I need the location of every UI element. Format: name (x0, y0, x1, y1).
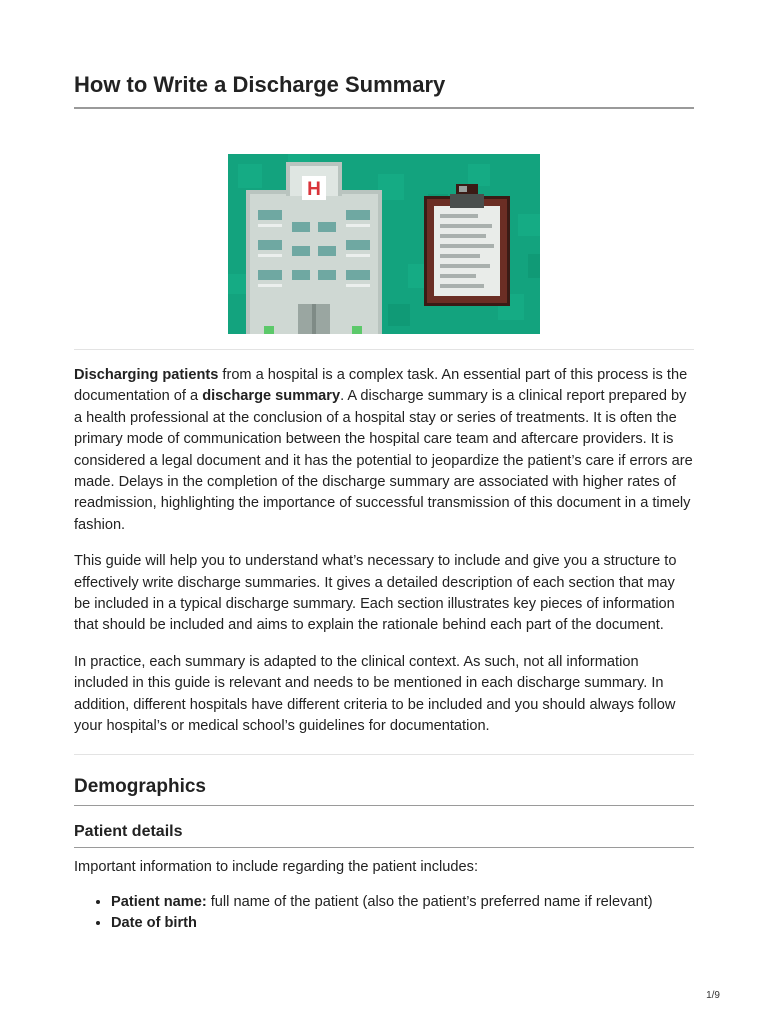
bold-discharging-patients: Discharging patients (74, 367, 219, 383)
section-divider (74, 754, 694, 755)
list-item-label: Date of birth (111, 915, 197, 932)
hero-image-container (74, 154, 694, 350)
list-item (111, 913, 694, 934)
hospital-sign: H (307, 179, 321, 200)
intro-paragraph-1 (74, 365, 694, 536)
hospital-illustration (228, 154, 540, 334)
page-title: How to Write a Discharge Summary (74, 72, 694, 109)
clipboard-icon (424, 184, 510, 306)
subsection-heading: Patient details (74, 821, 694, 848)
patient-details-list (74, 892, 694, 935)
page-number: 1/9 (706, 990, 720, 1001)
subsection-lead: Important information to include regarding the patient includes: (74, 858, 479, 875)
list-item-text: full name of the patient (also the patient’s preferred name if relevant) (206, 893, 653, 910)
intro-text-1: from a hospital is a complex task. An essential part of this process is the documentation of a (74, 367, 688, 405)
intro-paragraph-2: This guide will help you to understand what’s necessary to include and give you a structure to effectively write discharge summaries. It gives a detailed description of each section that may be included in a typical discharge summary. Each section illustrates key pieces of information that should be included and aims to explain the rationale behind each part of the document. (74, 553, 677, 634)
intro-paragraph-3: In practice, each summary is adapted to the clinical context. As such, not all information included in this guide is relevant and needs to be mentioned in each discharge summary. In addition, different hospitals have different criteria to be included and you should always follow your hospital’s or medical school’s guidelines for documentation. (74, 653, 676, 735)
intro-text-2: . A discharge summary is a clinical report prepared by a health professional at the conclusion of a hospital stay or series of treatments. It is often the primary mode of communication between the hospital care team and aftercare providers. It is considered a legal document and it has the potential to jeopardize the patient’s care if errors are made. Delays in the completion of the discharge summary are associated with higher rates of readmission, highlighting the importance of successful transmission of this document in a timely fashion. (74, 388, 693, 533)
section-heading: Demographics (74, 775, 694, 806)
list-item-label: Patient name: (111, 893, 207, 910)
page-content (74, 72, 694, 935)
list-item (111, 892, 694, 913)
bold-discharge-summary: discharge summary (202, 388, 341, 405)
